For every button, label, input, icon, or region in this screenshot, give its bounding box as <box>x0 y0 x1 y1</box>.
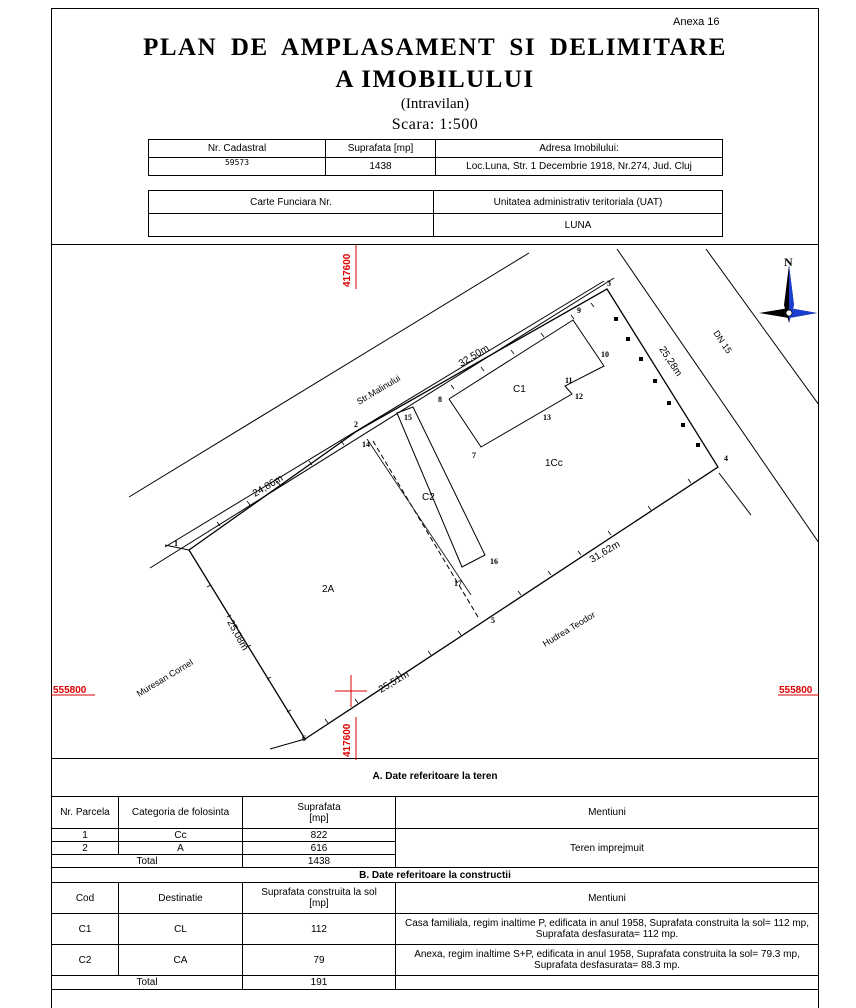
point-13: 13 <box>543 413 551 422</box>
c2-surface: 79 <box>243 945 396 976</box>
c1-dest: CL <box>119 914 243 945</box>
page-title-line2: A IMOBILULUI <box>335 66 535 93</box>
dim-top-left-label: 24,86m <box>250 472 286 500</box>
label-2a: 2A <box>322 584 335 595</box>
dim-top-label: 32,50m <box>456 342 492 370</box>
road-edge-short <box>719 473 751 515</box>
point-10: 10 <box>601 350 609 359</box>
neighbor-bottom-label: Hudrea Teodor <box>540 609 597 649</box>
header-uat: Unitatea administrativ teritoriala (UAT) <box>434 191 723 214</box>
header-address: Adresa Imobilului: <box>436 140 723 158</box>
street-edge-upper <box>129 253 529 497</box>
point-14: 14 <box>362 440 370 449</box>
building-c2 <box>397 407 485 567</box>
h-parcel: Nr. Parcela <box>52 797 119 829</box>
coord-y-left: 555800 <box>53 685 87 696</box>
dim-bottom-left-label: 25,51m <box>376 668 412 696</box>
row1-parcel: 1 <box>52 829 119 842</box>
page-title-line1: PLAN DE AMPLASAMENT SI DELIMITARE <box>143 34 727 61</box>
coord-y-right: 555800 <box>779 685 813 696</box>
parcel-divider-solid <box>367 439 471 595</box>
value-uat: LUNA <box>434 214 723 237</box>
dim-bottom-right-label: 31,62m <box>587 538 623 566</box>
annex-label: Anexa 16 <box>673 16 720 28</box>
dim-left-label: 25,08m <box>224 618 251 653</box>
point-3: 3 <box>607 279 611 288</box>
row1-surface: 822 <box>243 829 396 842</box>
boundary-extension-bottom <box>270 739 305 749</box>
c1-surface: 112 <box>243 914 396 945</box>
point-12: 12 <box>575 392 583 401</box>
h-dest: Destinatie <box>119 883 243 914</box>
c2-dest: CA <box>119 945 243 976</box>
row2-parcel: 2 <box>52 842 119 855</box>
h-surface-a: Suprafata [mp] <box>243 797 396 829</box>
scale-label: Scara: 1:500 <box>391 116 479 133</box>
point-9: 9 <box>577 306 581 315</box>
h-mentions-a: Mentiuni <box>396 797 819 829</box>
building-c1 <box>449 320 604 447</box>
row1-category: Cc <box>119 829 243 842</box>
point-16: 16 <box>490 557 498 566</box>
dim-right-label: 25,28m <box>656 344 684 379</box>
c2-mention: Anexa, regim inaltime S+P, edificata in anul 1958, Suprafata construita la sol= 79.3 mp, Suprafata desfasurata= 88.3 mp. <box>396 945 819 976</box>
road-label: DN 15 <box>711 328 734 356</box>
h-category: Categoria de folosinta <box>119 797 243 829</box>
total-b-label: Total <box>52 976 243 990</box>
street-edge-lower <box>150 278 614 568</box>
site-plan-map <box>51 244 819 759</box>
value-cadastral: 59573 <box>149 158 326 176</box>
total-b-value: 191 <box>243 976 396 990</box>
point-4: 4 <box>724 454 728 463</box>
neighbor-left-label: Muresan Cornel <box>134 657 195 699</box>
point-11: 11 <box>565 376 573 385</box>
header-surface: Suprafata [mp] <box>326 140 436 158</box>
mentions-teren: Teren imprejmuit <box>396 829 819 868</box>
h-mentions-b: Mentiuni <box>396 883 819 914</box>
total-b-mention <box>396 976 819 990</box>
c1-code: C1 <box>52 914 119 945</box>
label-c1: C1 <box>513 384 526 395</box>
markers-right <box>614 317 700 447</box>
point-6: 6 <box>302 734 306 743</box>
h-code: Cod <box>52 883 119 914</box>
c1-mention: Casa familiala, regim inaltime P, edificata in anul 1958, Suprafata construita la sol= 112 mp, Suprafata desfasurata= 112 mp. <box>396 914 819 945</box>
value-surface: 1438 <box>326 158 436 176</box>
section-b-title: B. Date referitoare la constructii <box>52 868 819 883</box>
row2-surface: 616 <box>243 842 396 855</box>
cf-table <box>148 190 723 237</box>
section-a-title: A. Date referitoare la teren <box>372 771 498 782</box>
street-label: Str.Malinului <box>354 372 403 407</box>
data-tables <box>51 796 819 990</box>
value-cf <box>149 214 434 237</box>
coord-x-bottom: 417600 <box>342 723 353 757</box>
point-15: 15 <box>404 413 412 422</box>
point-1: 1 <box>174 539 178 548</box>
cadastral-table <box>148 139 723 176</box>
point-8: 8 <box>438 395 442 404</box>
point-7: 7 <box>472 451 476 460</box>
north-label: N <box>784 255 793 269</box>
header-cadastral: Nr. Cadastral <box>149 140 326 158</box>
parcel-divider-dashed <box>373 441 478 617</box>
value-address: Loc.Luna, Str. 1 Decembrie 1918, Nr.274, Jud. Cluj <box>436 158 723 176</box>
point-5: 5 <box>491 616 495 625</box>
label-1cc: 1Cc <box>545 458 563 469</box>
point-2: 2 <box>354 420 358 429</box>
label-c2: C2 <box>422 492 435 503</box>
coordinate-cross <box>335 675 367 707</box>
parcel-boundary <box>189 289 718 739</box>
north-arrow-icon <box>759 265 817 323</box>
point-17: 17 <box>454 579 462 588</box>
h-surface-b: Suprafata construita la sol [mp] <box>243 883 396 914</box>
road-edge-right <box>706 249 819 405</box>
total-a-value: 1438 <box>243 855 396 868</box>
subtitle: (Intravilan) <box>400 96 470 112</box>
total-a-label: Total <box>52 855 243 868</box>
c2-code: C2 <box>52 945 119 976</box>
coord-x-top: 417600 <box>342 253 353 287</box>
header-cf: Carte Funciara Nr. <box>149 191 434 214</box>
row2-category: A <box>119 842 243 855</box>
